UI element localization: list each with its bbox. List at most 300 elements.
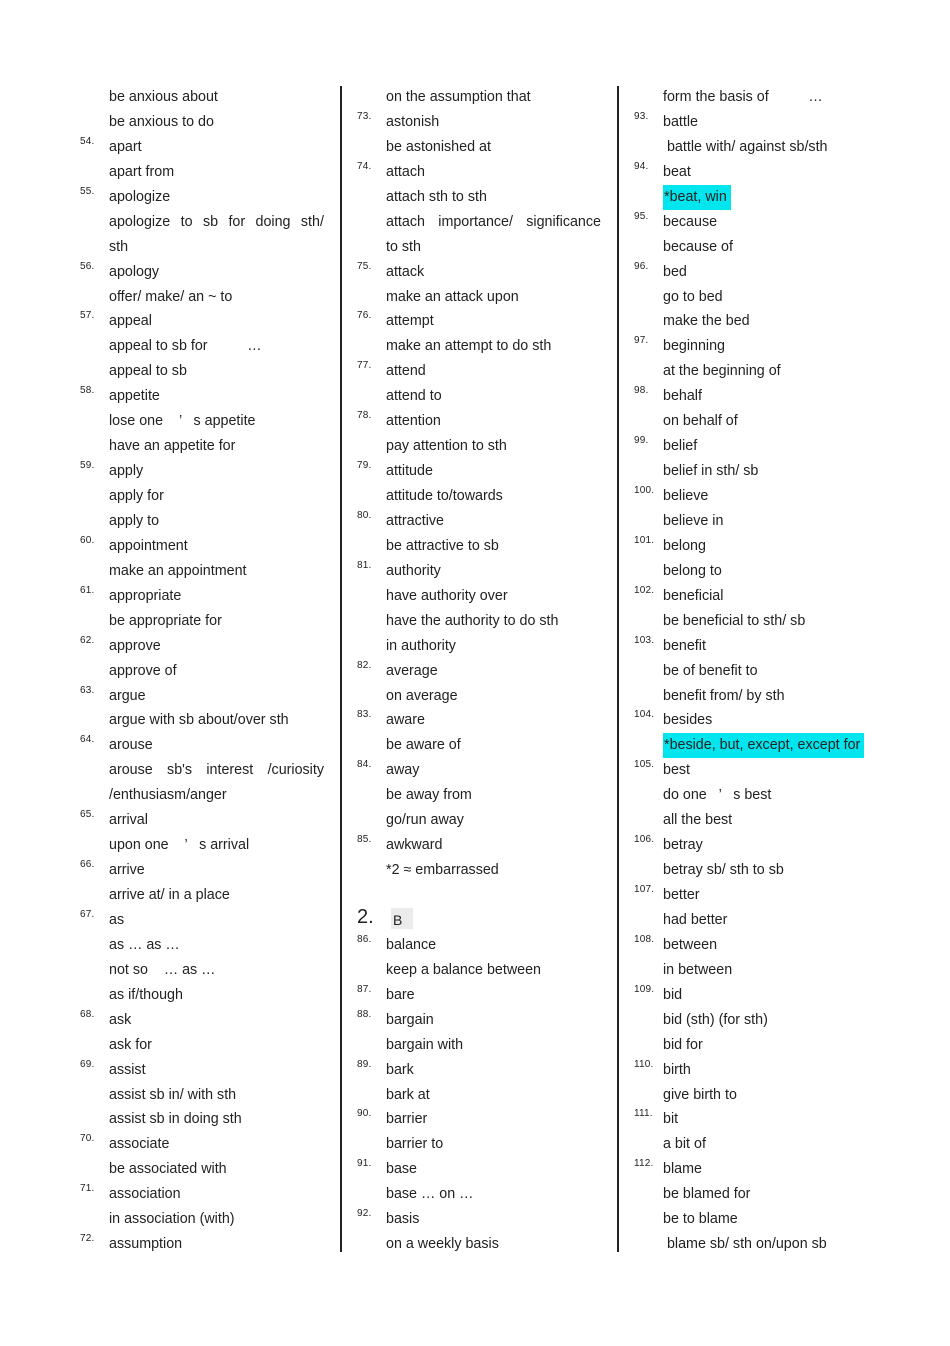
entry-number: 107.: [634, 884, 655, 895]
entry-word: barrier: [386, 1111, 428, 1128]
vocab-phrase: [386, 733, 636, 758]
entry-number: 76.: [357, 310, 372, 322]
phrase-text: belief in sth/ sb: [663, 463, 759, 480]
entry-word: attach: [386, 163, 425, 180]
phrase-text: keep a balance between: [386, 961, 542, 978]
entry-number: 104.: [634, 709, 655, 721]
phrase-text: be associated with: [109, 1161, 227, 1178]
vocab-phrase: [109, 1207, 359, 1232]
phrase-text: be appropriate for: [109, 612, 222, 629]
vocab-phrase: [109, 434, 359, 459]
phrase-text: lose one ’ s appetite: [109, 413, 256, 430]
vocab-phrase: [386, 1182, 636, 1207]
entry-word: benefit: [663, 637, 706, 654]
vocab-entry: [80, 1232, 359, 1257]
entry-word: apart: [109, 138, 142, 155]
vocab-phrase: [109, 783, 359, 808]
entry-number: 93.: [634, 110, 649, 122]
entry-number: 101.: [634, 534, 655, 546]
phrase-text: do one ’ s best: [663, 787, 772, 804]
vocab-entry: [80, 135, 359, 160]
entry-word: because: [663, 213, 718, 230]
section-letter: B: [393, 911, 403, 928]
entry-number: 100.: [634, 485, 655, 496]
vocab-entry: [357, 659, 636, 684]
vocab-phrase: [109, 334, 359, 359]
entry-word: attractive: [386, 512, 445, 529]
entry-word: balance: [386, 936, 437, 953]
entry-number: 109.: [634, 983, 655, 995]
entry-number: 102.: [634, 584, 655, 596]
vocab-phrase: [663, 235, 913, 260]
phrase-text: had better: [663, 911, 728, 928]
vocab-phrase: [109, 1083, 359, 1108]
phrase-text: be of benefit to: [663, 662, 758, 679]
entry-number: 103.: [634, 634, 655, 646]
entry-number: 106.: [634, 834, 655, 846]
entry-number: 58.: [80, 385, 95, 397]
vocab-phrase: [663, 135, 913, 160]
vocab-entry: [634, 210, 913, 235]
entry-number: 61.: [80, 584, 95, 596]
vocab-phrase: [663, 783, 913, 808]
vocab-phrase: [386, 534, 636, 559]
vocab-phrase: [663, 285, 913, 310]
phrase-word: importance/: [438, 213, 513, 230]
entry-word: appeal: [109, 313, 152, 330]
entry-word: ask: [109, 1011, 132, 1028]
entry-number: 95.: [634, 210, 649, 222]
entry-number: 92.: [357, 1208, 372, 1220]
entry-word: bargain: [386, 1011, 434, 1028]
phrase-word: for: [228, 213, 246, 230]
phrase-text: believe in: [663, 512, 724, 529]
highlighted-note: *beside, but, except, except for: [663, 733, 864, 758]
vocab-phrase: [663, 958, 913, 983]
phrase-text: give birth to: [663, 1086, 737, 1103]
vocab-phrase: [386, 434, 636, 459]
phrase-text: appeal to sb for …: [109, 338, 262, 355]
entry-number: 94.: [634, 160, 649, 172]
entry-word: beneficial: [663, 587, 724, 604]
vocab-entry: [80, 260, 359, 285]
entry-word: attend: [386, 363, 426, 380]
phrase-text: ask for: [109, 1036, 152, 1053]
entry-word: arouse: [109, 737, 153, 754]
entry-word: bit: [663, 1111, 679, 1128]
vocab-phrase: [386, 858, 636, 883]
vocab-phrase: [109, 609, 359, 634]
vocab-phrase: [109, 509, 359, 534]
phrase-text: blame sb/ sth on/upon sb: [663, 1236, 827, 1253]
vocab-phrase: [109, 758, 359, 783]
entry-word: attack: [386, 263, 425, 280]
vocab-entry: [80, 384, 359, 409]
entry-word: attempt: [386, 313, 434, 330]
vocab-entry: [357, 1058, 636, 1083]
vocab-entry: [357, 983, 636, 1008]
vocab-phrase: [109, 359, 359, 384]
phrase-text: as if/though: [109, 986, 183, 1003]
entry-number: 99.: [634, 435, 649, 447]
entry-number: 59.: [80, 460, 95, 472]
vocab-phrase: [109, 1107, 359, 1132]
vocab-phrase: [386, 1083, 636, 1108]
vocab-entry: [80, 534, 359, 559]
phrase-text: a bit of: [663, 1136, 706, 1153]
vocab-phrase: [109, 110, 359, 135]
phrase-text: at the beginning of: [663, 363, 781, 380]
entry-word: base: [386, 1161, 418, 1178]
vocab-phrase: [663, 684, 913, 709]
entry-word: beginning: [663, 338, 726, 355]
vocab-phrase: [109, 708, 359, 733]
vocab-phrase: [386, 609, 636, 634]
phrase-text: [109, 210, 324, 235]
phrase-text: base … on …: [386, 1186, 474, 1203]
vocab-phrase: [386, 484, 636, 509]
vocab-entry: [357, 160, 636, 185]
phrase-text: because of: [663, 238, 733, 255]
entry-word: betray: [663, 837, 703, 854]
vocab-phrase: [386, 285, 636, 310]
entry-word: association: [109, 1186, 181, 1203]
phrase-text: battle with/ against sb/sth: [663, 138, 828, 155]
vocab-phrase: [663, 1008, 913, 1033]
phrase-word: to: [180, 213, 193, 230]
phrase-text: go to bed: [663, 288, 723, 305]
entry-word: bed: [663, 263, 687, 280]
entry-number: 63.: [80, 684, 95, 696]
phrase-text: bid (sth) (for sth): [663, 1011, 768, 1028]
entry-word: belief: [663, 438, 698, 455]
entry-number: 81.: [357, 559, 372, 571]
phrase-word: sth/: [300, 213, 324, 230]
phrase-text: apply for: [109, 488, 164, 504]
entry-number: 77.: [357, 360, 372, 372]
vocab-phrase: [109, 409, 359, 434]
entry-number: 85.: [357, 834, 372, 846]
vocab-phrase: [386, 883, 636, 908]
vocab-phrase: [386, 185, 636, 210]
phrase-word: sb: [202, 213, 219, 230]
phrase-text: make an attack upon: [386, 288, 519, 305]
entry-number: 73.: [357, 110, 372, 122]
entry-word: assumption: [109, 1236, 183, 1253]
vocab-phrase: [109, 484, 359, 509]
entry-number: 56.: [80, 260, 95, 272]
entry-number: 83.: [357, 709, 372, 721]
vocab-phrase: [386, 1232, 636, 1257]
vocab-phrase: [386, 684, 636, 709]
entry-word: blame: [663, 1161, 702, 1178]
vocab-phrase: [109, 983, 359, 1008]
phrase-text: attend to: [386, 388, 442, 405]
vocab-entry: [80, 684, 359, 709]
phrase-text: on average: [386, 687, 458, 704]
vocab-entry: [357, 260, 636, 285]
vocab-entry: [357, 459, 636, 484]
vocab-entry: [357, 1008, 636, 1033]
phrase-text: bid for: [663, 1036, 703, 1053]
phrase-text: [386, 210, 601, 235]
vocab-phrase: [109, 85, 359, 110]
entry-word: as: [109, 911, 125, 928]
vocab-entry: [80, 858, 359, 883]
phrase-word: doing: [255, 213, 291, 230]
entry-number: 89.: [357, 1058, 372, 1070]
vocab-entry: [634, 110, 913, 135]
vocab-phrase: [663, 609, 913, 634]
vocab-entry: [80, 584, 359, 609]
phrase-text: make the bed: [663, 313, 750, 330]
phrase-text: be attractive to sb: [386, 537, 499, 554]
vocab-entry: [80, 1132, 359, 1157]
entry-number: 67.: [80, 908, 95, 920]
vocab-entry: [634, 534, 913, 559]
vocab-entry: [357, 933, 636, 958]
vocab-entry: [80, 185, 359, 210]
entry-word: bare: [386, 986, 415, 1003]
vocab-phrase: [386, 584, 636, 609]
vocab-entry: [80, 808, 359, 833]
vocab-entry: [634, 260, 913, 285]
entry-word: assist: [109, 1061, 146, 1078]
phrase-text: be anxious about: [109, 89, 218, 105]
phrase-text: be beneficial to sth/ sb: [663, 612, 806, 629]
entry-word: away: [386, 762, 420, 779]
phrase-text: upon one ’ s arrival: [109, 837, 250, 854]
entry-word: authority: [386, 562, 441, 579]
entry-number: 111.: [634, 1108, 653, 1120]
vocab-entry: [357, 833, 636, 858]
entry-number: 60.: [80, 534, 95, 546]
entry-word: appointment: [109, 537, 188, 554]
vocab-entry: [634, 1157, 913, 1182]
entry-word: apply: [109, 463, 144, 480]
phrase-text: in authority: [386, 637, 456, 654]
phrase-text: belong to: [663, 562, 722, 579]
entry-number: 112.: [634, 1158, 654, 1170]
vocab-phrase: [663, 1207, 913, 1232]
vocab-entry: [357, 359, 636, 384]
vocab-column-1: [80, 85, 359, 1257]
entry-word: basis: [386, 1211, 420, 1228]
entry-word: attitude: [386, 463, 433, 480]
entry-number: 86.: [357, 933, 372, 945]
entry-word: beat: [663, 163, 691, 180]
entry-word: best: [663, 762, 691, 779]
vocab-phrase: [386, 334, 636, 359]
phrase-text: make an appointment: [109, 562, 247, 579]
vocab-phrase: [663, 1132, 913, 1157]
vocab-entry: [357, 509, 636, 534]
entry-number: 54.: [80, 135, 95, 147]
vocab-phrase: [663, 1182, 913, 1207]
vocab-phrase: [386, 1033, 636, 1058]
vocab-phrase: [663, 659, 913, 684]
entry-word: astonish: [386, 113, 440, 130]
entry-word: apology: [109, 263, 160, 280]
vocab-entry: [357, 1157, 636, 1182]
entry-word: behalf: [663, 388, 702, 405]
phrase-text: attitude to/towards: [386, 488, 503, 504]
entry-number: 80.: [357, 509, 372, 521]
vocab-phrase: [663, 1232, 913, 1257]
vocab-phrase: [663, 559, 913, 584]
entry-word: arrive: [109, 862, 145, 879]
phrase-word: arouse: [109, 762, 153, 779]
vocab-phrase: [109, 559, 359, 584]
vocab-entry: [634, 883, 913, 908]
entry-number: 105.: [634, 759, 655, 771]
vocab-phrase: [109, 883, 359, 908]
phrase-text: arrive at/ in a place: [109, 887, 230, 903]
entry-number: 90.: [357, 1108, 372, 1120]
phrase-text: bargain with: [386, 1036, 464, 1053]
entry-number: 69.: [80, 1058, 95, 1070]
phrase-text: on the assumption that: [386, 89, 531, 105]
phrase-text: go/run away: [386, 812, 464, 829]
vocab-phrase: [663, 85, 913, 110]
vocab-phrase: [386, 783, 636, 808]
vocab-phrase: [663, 858, 913, 883]
entry-word: bark: [386, 1061, 414, 1078]
vocab-phrase: [109, 160, 359, 185]
vocab-column-2: [357, 85, 636, 1257]
phrase-text: argue with sb about/over sth: [109, 712, 289, 729]
phrase-text: have authority over: [386, 587, 508, 604]
entry-number: 79.: [357, 460, 372, 472]
vocab-phrase: [109, 235, 359, 260]
vocab-phrase: [663, 1083, 913, 1108]
vocab-entry: [634, 833, 913, 858]
entry-word: awkward: [386, 837, 443, 854]
vocab-phrase: [663, 509, 913, 534]
vocab-phrase: [663, 359, 913, 384]
phrase-text: be away from: [386, 787, 472, 804]
vocab-phrase: [663, 409, 913, 434]
entry-number: 70.: [80, 1133, 95, 1145]
entry-number: 84.: [357, 759, 372, 771]
vocab-entry: [634, 933, 913, 958]
phrase-text: attach sth to sth: [386, 188, 487, 205]
vocab-phrase: [386, 1132, 636, 1157]
vocab-entry: [634, 484, 913, 509]
entry-number: 82.: [357, 659, 372, 671]
entry-word: believe: [663, 488, 709, 504]
vocab-phrase: [663, 185, 913, 210]
vocab-entry: [634, 983, 913, 1008]
section-heading: [357, 905, 636, 933]
phrase-word: /curiosity: [267, 762, 324, 779]
phrase-word: interest: [206, 762, 254, 779]
entry-word: arrival: [109, 812, 148, 829]
entry-word: birth: [663, 1061, 691, 1078]
vocab-entry: [80, 1058, 359, 1083]
vocab-entry: [80, 309, 359, 334]
entry-number: 78.: [357, 410, 372, 422]
vocab-phrase: [386, 135, 636, 160]
phrase-text: bark at: [386, 1086, 430, 1103]
phrase-text: approve of: [109, 662, 177, 679]
vocab-entry: [634, 434, 913, 459]
vocab-entry: [80, 634, 359, 659]
phrase-text: to sth: [386, 238, 421, 255]
vocab-phrase: [109, 1033, 359, 1058]
phrase-text: offer/ make/ an ~ to: [109, 288, 233, 305]
entry-word: associate: [109, 1136, 170, 1153]
entry-word: between: [663, 936, 718, 953]
vocab-entry: [634, 634, 913, 659]
phrase-text: not so … as …: [109, 961, 216, 978]
vocab-entry: [357, 110, 636, 135]
entry-number: 72.: [80, 1233, 95, 1245]
entry-number: 68.: [80, 1008, 95, 1020]
phrase-text: in between: [663, 961, 733, 978]
vocab-phrase: [109, 210, 359, 235]
vocab-phrase: [386, 384, 636, 409]
phrase-text: be to blame: [663, 1211, 738, 1228]
vocab-phrase: [386, 958, 636, 983]
vocab-entry: [80, 908, 359, 933]
vocab-phrase: [663, 908, 913, 933]
phrase-text: be blamed for: [663, 1186, 751, 1203]
vocab-entry: [634, 384, 913, 409]
phrase-text: in association (with): [109, 1211, 235, 1228]
entry-number: 55.: [80, 185, 95, 197]
phrase-word: apologize: [109, 213, 171, 230]
highlighted-note: *beat, win: [663, 185, 731, 210]
entry-number: 98.: [634, 385, 649, 397]
vocab-entry: [634, 758, 913, 783]
section-number: 2.: [357, 905, 374, 928]
entry-number: 57.: [80, 310, 95, 322]
vocab-phrase: [109, 659, 359, 684]
entry-word: aware: [386, 712, 425, 729]
vocab-entry: [357, 1207, 636, 1232]
vocab-phrase: [386, 85, 636, 110]
phrase-text: barrier to: [386, 1136, 444, 1153]
entry-word: better: [663, 887, 700, 903]
vocab-entry: [634, 708, 913, 733]
entry-word: besides: [663, 712, 713, 729]
vocab-phrase: [109, 958, 359, 983]
vocab-phrase: [109, 285, 359, 310]
entry-word: battle: [663, 113, 698, 130]
entry-number: 91.: [357, 1158, 372, 1170]
entry-word: average: [386, 662, 438, 679]
phrase-text: on behalf of: [663, 413, 738, 430]
phrase-text: assist sb in doing sth: [109, 1111, 242, 1128]
vocab-entry: [80, 733, 359, 758]
vocab-phrase: [663, 309, 913, 334]
phrase-text: be astonished at: [386, 138, 491, 155]
vocab-phrase: [109, 933, 359, 958]
vocab-phrase: [663, 1033, 913, 1058]
vocab-phrase: [386, 634, 636, 659]
entry-number: 65.: [80, 809, 95, 821]
entry-number: 110.: [634, 1058, 654, 1070]
vocab-phrase: [386, 235, 636, 260]
entry-number: 71.: [80, 1183, 95, 1195]
entry-word: appetite: [109, 388, 160, 405]
phrase-text: pay attention to sth: [386, 438, 507, 455]
vocab-entry: [357, 409, 636, 434]
entry-word: attention: [386, 413, 441, 430]
entry-number: 64.: [80, 734, 95, 746]
vocab-phrase: [109, 1157, 359, 1182]
